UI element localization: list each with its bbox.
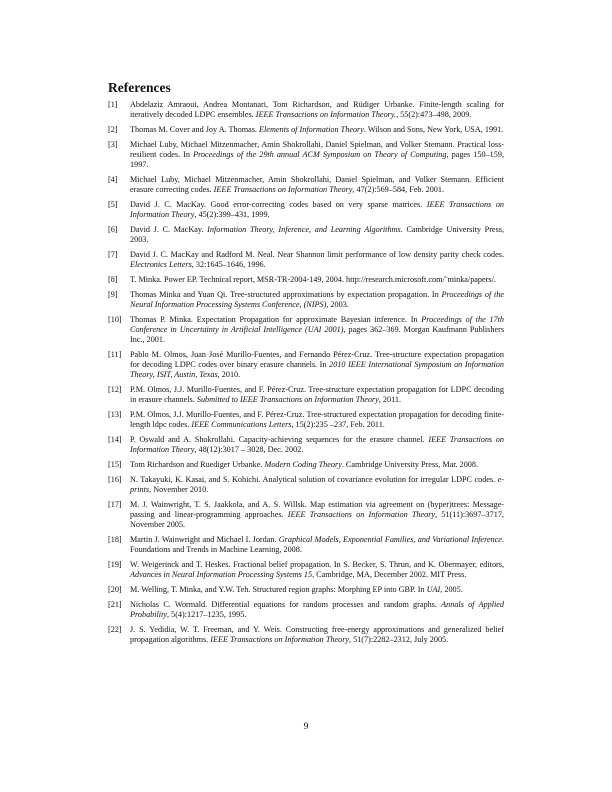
reference-details: , November 2010. [149,485,209,495]
reference-venue: IEEE Transactions on Information Theory [287,510,436,520]
reference-item [108,175,504,195]
reference-text: T. Minka. Power EP. Technical report, MSR-TR-2004-149, 2004. http://research.microsoft.com/˜minka/papers/. [130,275,496,284]
reference-item [108,125,504,135]
reference-text: Thomas P. Minka. Expectation Propagation for approximate Bayesian inference. In [130,314,422,324]
reference-number: [18] [108,535,122,545]
reference-details: . Wilson and Sons, New York, USA, 1991. [363,125,504,134]
reference-number: [9] [108,289,118,299]
reference-item [108,225,504,245]
reference-item [108,385,504,405]
reference-details: , pages 362–369. Morgan Kaufmann Publishers Inc., 2001. [130,325,505,345]
reference-text: M. Welling, T. Minka, and Y.W. Teh. Structured region graphs: Morphing EP into GBP. In [130,585,427,595]
reference-text: Thomas M. Cover and Joy A. Thomas. [130,125,260,134]
reference-text: M. J. Wainwright, T. S. Jaakkola, and A. S. Willsk. Map estimation via agreement on (hyper)trees: Message-passing and linear-programming approaches. [130,500,504,520]
reference-text: P.M. Olmos, J.J. Murillo-Fuentes, and F. Pérez-Cruz. Tree-structured expectation propagation for decoding finite-length ldpc codes. [130,410,504,430]
reference-venue: Annals of Applied Probability [130,600,504,620]
reference-item [108,535,504,555]
reference-number: [4] [108,175,118,184]
reference-text: David J. C. MacKay. [130,225,208,234]
reference-details: . Cambridge University Press, Mar. 2008. [341,460,479,470]
reference-item [108,460,504,470]
reference-number: [2] [108,125,118,134]
reference-venue: IEEE Communications Letters [191,420,292,430]
reference-venue: Proceedings of the 29th annual ACM Symposium on Theory of Computing [193,150,447,159]
reference-details: , 48(12):3017 – 3028, Dec. 2002. [194,445,304,455]
reference-text: P.M. Olmos, J.J. Murillo-Fuentes, and F. Pérez-Cruz. Tree-structure expectation propagation for LDPC decoding in erasure channels. [130,385,504,405]
reference-venue: 2010 IEEE International Symposium on Information Theory, ISIT, Austin, Texas [130,360,504,380]
reference-item [108,435,504,455]
reference-number: [11] [108,350,122,359]
reference-details: . Cambridge University Press, 2003. [130,225,504,245]
reference-number: [12] [108,385,122,395]
reference-item [108,250,504,270]
reference-text: Michael Luby, Michael Mitzenmacher, Amin Shokrollahi, Daniel Spielman, and Volker Stemann. Practical loss-resilient codes. In [130,139,504,159]
reference-list [108,100,504,650]
reference-item [108,140,504,171]
reference-details: , 51(11):3697–3717, November 2005. [130,510,504,530]
reference-details: , 2010. [217,370,241,380]
reference-number: [7] [108,250,118,259]
reference-details: , 2011. [378,395,402,405]
reference-number: [3] [108,139,118,149]
reference-item [108,500,504,531]
reference-item [108,200,504,220]
reference-item [108,475,504,495]
reference-details: , pages 150–159, 1997. [130,150,504,170]
reference-text: J. S. Yedidia, W. T. Freeman, and Y. Weis. Constructing free-energy approximations and generalized belief propagation algorithms. [130,625,504,645]
reference-number: [15] [108,460,122,470]
reference-number: [16] [108,475,122,484]
reference-item [108,290,504,310]
reference-details: , 47(2):569–584, Feb. 2001. [352,185,445,195]
reference-details: , 55(2):473–498, 2009. [396,110,472,120]
page-number: 9 [303,722,309,732]
reference-details: , 2003. [326,300,349,309]
reference-venue: Elements of Information Theory [259,125,364,134]
reference-text: N. Takayuki, K. Kasai, and S. Kohichi. Analytical solution of covariance evolution for irregular LDPC codes. [130,475,498,484]
reference-venue: Modern Coding Theory [264,460,342,470]
reference-number: [20] [108,585,122,595]
reference-details: , 5(4):1217–1235, 1995. [167,610,247,620]
reference-venue: IEEE Transactions on Information Theory [130,435,504,455]
reference-venue: IEEE Transactions on Information Theory [213,185,353,195]
reference-text: David J. C. MacKay and Radford M. Neal. Near Shannon limit performance of low density parity check codes. [130,250,504,259]
reference-details: , 32:1645–1646, 1996. [191,260,266,270]
reference-venue: Electronics Letters [130,260,192,270]
reference-number: [8] [108,275,118,284]
reference-item [108,315,504,346]
reference-item [108,625,504,645]
reference-venue: e-prints [130,475,504,495]
reference-number: [22] [108,625,122,634]
reference-text: Thomas Minka and Yuan Qi. Tree-structured approximations by expectation propagation. In [130,289,442,299]
reference-venue: IEEE Transactions on Information Theory. [255,110,397,120]
reference-details: , 2005. [440,585,463,595]
reference-text: Nicholas C. Wormald. Differential equations for random processes and random graphs. [130,600,442,609]
reference-text: David J. C. MacKay. Good error-correcting codes based on very sparse matrices. [130,200,427,209]
reference-venue: Information Theory, Inference, and Learning Algorithms [207,225,401,234]
reference-text: Pablo M. Olmos, Juan José Murillo-Fuentes, and Fernando Pérez-Cruz. Tree-structure expectation propagation for decoding LDPC codes over binary erasure channels. In [130,350,504,370]
reference-number: [1] [108,100,118,109]
reference-text: P. Oswald and A. Shokrollahi. Capacity-achieving sequences for the erasure channel. [130,435,429,445]
reference-venue: Advances in Neural Information Processing Systems 15 [130,570,313,580]
reference-item [108,600,504,620]
reference-number: [19] [108,560,122,570]
reference-venue: Proceedings of the 17th Conference in Uncertainty in Artificial Intelligence (UAI 2001) [130,314,504,334]
reference-number: [6] [108,225,118,234]
reference-number: [14] [108,435,122,445]
reference-item [108,560,504,580]
reference-text: Abdelaziz Amraoui, Andrea Montanari, Tom Richardson, and Rüdiger Urbanke. Finite-length scaling for iteratively decoded LDPC ensembles. [130,100,504,120]
reference-item [108,350,504,381]
reference-venue: Submitted to IEEE Transactions on Information Theory [196,395,379,405]
reference-number: [5] [108,200,118,209]
reference-venue: Proceedings of the Neural Information Processing Systems Conference, (NIPS) [130,289,505,309]
reference-number: [17] [108,500,122,509]
section-title: References [108,80,171,95]
reference-number: [13] [108,410,122,420]
reference-details: . Foundations and Trends in Machine Learning, 2008. [130,535,504,555]
reference-text: Martin J. Wainwright and Michael I. Jordan. [130,535,279,545]
reference-venue: IEEE Transactions on Information Theory [130,200,505,220]
reference-item [108,410,504,430]
reference-item [108,275,504,285]
reference-item [108,100,504,120]
reference-details: , 15(2):235 –237, Feb. 2011. [291,420,385,430]
reference-text: Michael Luby, Michael Mitzenmacher, Amin Shokrollahi, Daniel Spielman, and Volker Stemann. Efficient erasure correcting codes. [130,175,504,195]
reference-details: , 51(7):2282–2312, July 2005. [349,635,449,645]
reference-number: [10] [108,314,122,324]
reference-venue: IEEE Transactions on Information Theory [210,635,350,645]
reference-venue: Graphical Models, Exponential Families, and Variational Inference [278,535,502,545]
reference-item [108,585,504,595]
reference-text: Tom Richardson and Ruediger Urbanke. [130,460,265,470]
reference-text: W. Weigerinck and T. Heskes. Fractional belief propagation. In S. Becker, S. Thrun, and K. Obermayer, editors, [130,560,504,570]
reference-venue: UAI [426,585,441,595]
reference-details: , Cambridge, MA, December 2002. MIT Press. [312,570,467,580]
reference-number: [21] [108,600,122,609]
reference-details: , 45(2):399–431, 1999. [194,210,270,220]
